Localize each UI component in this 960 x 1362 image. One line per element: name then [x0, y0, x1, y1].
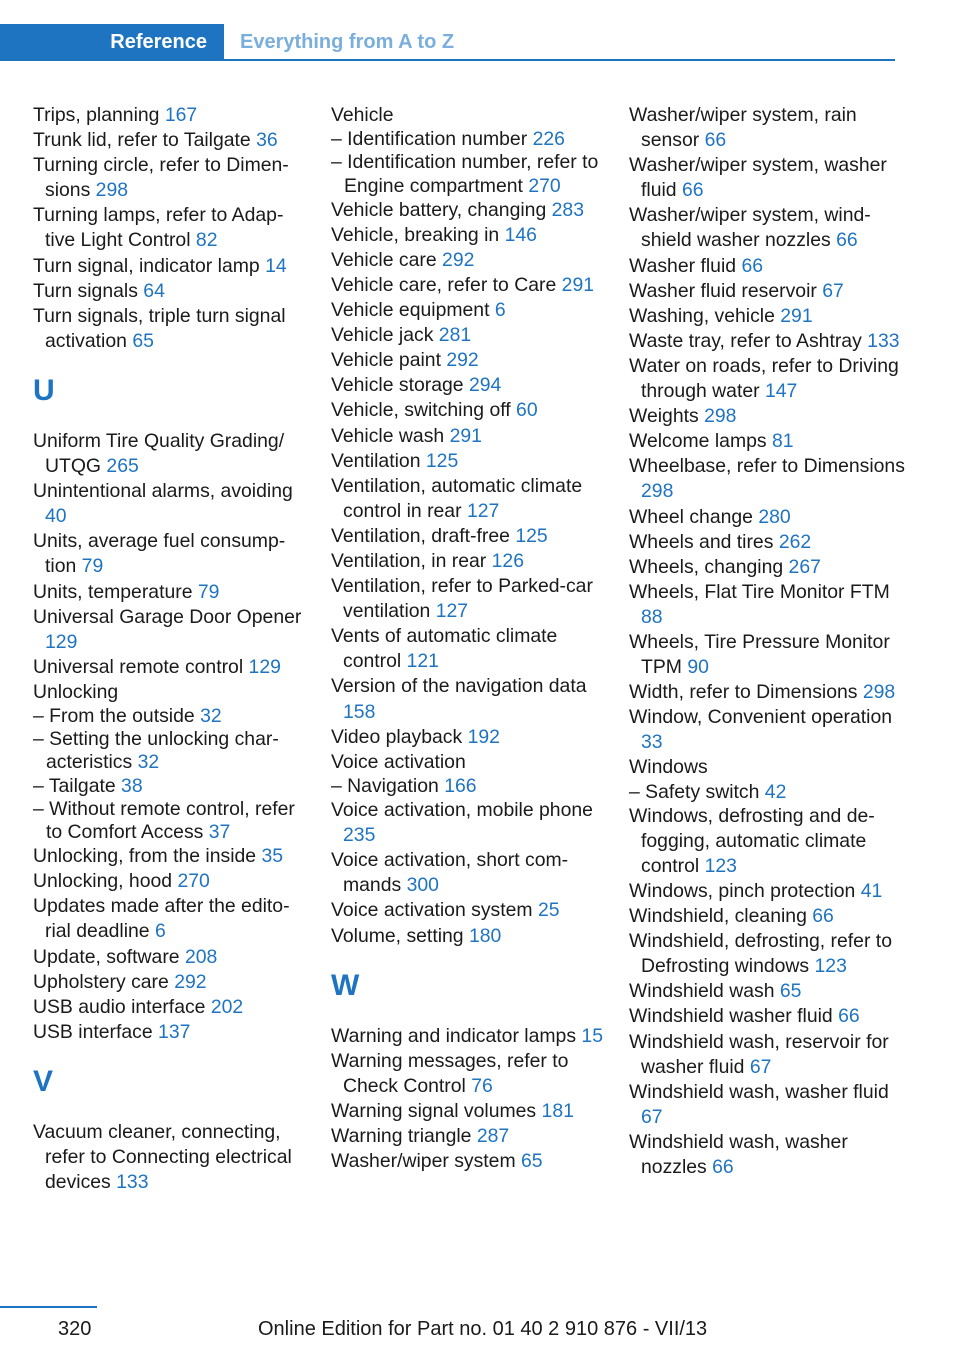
index-letter-heading: U	[33, 373, 55, 407]
page-reference-link[interactable]: 66	[838, 1005, 860, 1028]
index-entry	[33, 279, 305, 304]
page-reference-link[interactable]: 67	[749, 1055, 772, 1078]
entry-text: Wheels, changing	[629, 555, 784, 578]
entry-text: – Identification number	[331, 128, 528, 151]
entry-text: Vehicle	[331, 104, 394, 126]
entry-text: Version of the navigation data	[331, 675, 587, 698]
entry-text: Warning and indicator lamps	[331, 1024, 577, 1047]
page-reference-link[interactable]: 60	[516, 399, 538, 422]
entry-text: Windshield wash, washer fluid	[629, 1080, 889, 1103]
entry-text: Windshield wash, reservoir for washer fluid	[629, 1030, 889, 1078]
entry-text: Update, software	[33, 945, 180, 968]
entry-text: Width, refer to Dimensions	[629, 681, 858, 704]
page-reference-link[interactable]: 129	[248, 655, 281, 678]
index-entry	[629, 705, 909, 755]
page-reference-link[interactable]: 127	[466, 499, 500, 522]
entry-text: Vehicle, breaking in	[331, 223, 500, 246]
index-entry	[331, 223, 603, 248]
page-reference-link[interactable]: 66	[741, 254, 764, 277]
index-subentry	[331, 151, 603, 197]
entry-text: Washer/wiper system, windshield washer nozzles	[629, 204, 871, 252]
index-entry	[33, 844, 305, 869]
entry-text: Unlocking, from the inside	[33, 845, 257, 868]
entry-text: Windshield wash	[629, 980, 775, 1003]
index-entry	[33, 605, 305, 655]
index-entry	[331, 1099, 603, 1124]
entry-text: Warning signal volumes	[331, 1099, 537, 1122]
index-letter-heading: V	[33, 1064, 54, 1098]
index-entry	[331, 750, 603, 775]
index-entry	[331, 725, 603, 750]
entry-text: Voice activation, mobile phone	[331, 799, 593, 822]
page-reference-link[interactable]: 292	[446, 349, 479, 372]
entry-text: – From the outside	[33, 704, 195, 727]
index-entry	[629, 530, 909, 555]
page-reference-link[interactable]: 121	[406, 650, 439, 673]
index-entry	[331, 449, 603, 474]
page-reference-link[interactable]: 42	[764, 780, 787, 803]
entry-text: Ventilation, refer to Parked-car ventilation	[331, 575, 593, 623]
entry-text: Washer/wiper system	[331, 1150, 516, 1173]
index-entry	[629, 354, 909, 404]
entry-text: Windows, pinch protection	[629, 880, 856, 903]
entry-text: Voice activation	[331, 750, 466, 773]
entry-text: Vacuum cleaner, connecting, refer to Connecting electrical devices	[33, 1120, 292, 1194]
page-reference-link[interactable]: 208	[184, 945, 218, 968]
page-reference-link[interactable]: 126	[491, 550, 524, 573]
entry-text: – Identification number, refer to Engine compartment	[331, 151, 599, 197]
page-reference-link[interactable]: 37	[208, 820, 231, 843]
page-reference-link[interactable]: 41	[860, 880, 883, 903]
index-column-2	[331, 103, 603, 1174]
page-reference-link[interactable]: 137	[158, 1020, 191, 1043]
index-entry	[629, 329, 909, 354]
entry-text: Ventilation, draft-free	[331, 524, 510, 547]
entry-text: Waste tray, refer to Ashtray	[629, 329, 862, 352]
index-subentry	[33, 705, 305, 728]
page-reference-link[interactable]: 65	[779, 980, 802, 1003]
page-reference-link[interactable]: 292	[174, 970, 207, 993]
entry-text: – Without remote control, refer to Comfort Access	[33, 797, 295, 843]
entry-text: Unlocking, hood	[33, 870, 173, 893]
page-reference-link[interactable]: 25	[537, 899, 560, 922]
page-reference-link[interactable]: 64	[143, 279, 165, 302]
entry-text: Turning circle, refer to Dimensions	[33, 154, 289, 202]
index-entry	[33, 429, 305, 479]
page-reference-link[interactable]: 291	[449, 424, 482, 447]
entry-text: Vehicle, switching off	[331, 399, 511, 422]
entry-text: Trips, planning	[33, 104, 160, 126]
page-reference-link[interactable]: 125	[515, 524, 548, 547]
index-entry	[629, 454, 909, 504]
page-reference-link[interactable]: 167	[164, 104, 198, 126]
page-reference-link[interactable]: 65	[521, 1150, 543, 1173]
entry-text: Ventilation, in rear	[331, 550, 487, 573]
page-reference-link[interactable]: 38	[121, 774, 143, 797]
index-entry	[629, 505, 909, 530]
entry-text: Vehicle storage	[331, 374, 464, 397]
index-entry	[331, 1124, 603, 1149]
page-reference-link[interactable]: 283	[551, 198, 584, 221]
page-reference-link[interactable]: 133	[867, 329, 900, 352]
entry-text: Ventilation, automatic climate control in rear	[331, 474, 583, 522]
page-reference-link[interactable]: 265	[106, 455, 139, 478]
entry-text: Universal Garage Door Opener	[33, 605, 302, 628]
page-reference-link[interactable]: 65	[132, 329, 154, 352]
index-entry	[331, 273, 603, 298]
entry-text: Units, average fuel consumption	[33, 530, 286, 578]
page-reference-link[interactable]: 35	[261, 845, 284, 868]
page-reference-link[interactable]: 158	[343, 700, 376, 723]
page-reference-link[interactable]: 192	[467, 725, 500, 748]
chapter-title-tab[interactable]: Everything from A to Z	[240, 31, 455, 53]
index-entry	[33, 103, 305, 128]
page-reference-link[interactable]: 292	[442, 248, 475, 271]
index-entry	[33, 1020, 305, 1045]
entry-text: Turning lamps, refer to Adaptive Light Control	[33, 204, 284, 252]
page-reference-link[interactable]: 66	[681, 179, 704, 202]
index-entry	[331, 424, 603, 449]
index-entry	[331, 924, 603, 949]
entry-text: Windshield washer fluid	[629, 1005, 833, 1028]
entry-text: Voice activation, short commands	[331, 849, 569, 897]
index-entry	[331, 298, 603, 323]
entry-text: – Setting the unlocking characteristics	[33, 728, 279, 774]
index-subentry	[629, 781, 909, 804]
entry-text: Ventilation	[331, 449, 421, 472]
page-reference-link[interactable]: 226	[532, 128, 565, 151]
entry-text: Warning triangle	[331, 1125, 472, 1147]
header-divider	[224, 59, 895, 61]
entry-text: Vehicle care, refer to Care	[331, 273, 557, 296]
entry-text: Windows, defrosting and defogging, automatic climate control	[629, 804, 875, 877]
page-reference-link[interactable]: 123	[814, 955, 847, 978]
page-reference-link[interactable]: 125	[425, 449, 459, 472]
page-reference-link[interactable]: 66	[704, 129, 727, 152]
entry-text: Wheel change	[629, 505, 753, 528]
index-entry	[629, 279, 909, 304]
index-entry	[33, 580, 305, 605]
entry-text: Upholstery care	[33, 970, 169, 993]
entry-text: Universal remote control	[33, 655, 244, 678]
page-reference-link[interactable]: 40	[45, 505, 67, 528]
index-entry	[629, 1030, 909, 1080]
index-entry	[629, 1130, 909, 1180]
page-header	[0, 24, 895, 61]
index-entry	[629, 153, 909, 203]
index-entry	[629, 429, 909, 454]
index-entry	[629, 979, 909, 1004]
section-tab-reference[interactable]: Reference	[0, 24, 224, 61]
page-reference-link[interactable]: 235	[343, 824, 376, 847]
page-reference-link[interactable]: 280	[758, 505, 791, 528]
page-reference-link[interactable]: 6	[154, 920, 166, 943]
index-entry	[33, 680, 305, 705]
page-reference-link[interactable]: 270	[177, 870, 210, 893]
index-entry	[33, 479, 305, 529]
page-reference-link[interactable]: 298	[862, 681, 896, 704]
index-entry	[629, 755, 909, 780]
page-reference-link[interactable]: 291	[561, 273, 595, 296]
page-reference-link[interactable]: 14	[265, 254, 287, 277]
page-reference-link[interactable]: 6	[494, 299, 506, 322]
page-reference-link[interactable]: 133	[116, 1171, 149, 1194]
entry-text: Windows	[629, 756, 708, 779]
page-reference-link[interactable]: 181	[541, 1099, 574, 1122]
entry-text: Vehicle care	[331, 248, 437, 271]
page-reference-link[interactable]: 281	[438, 324, 472, 347]
entry-text: Windshield, defrosting, refer to Defrosting windows	[629, 930, 892, 978]
page-reference-link[interactable]: 267	[788, 555, 821, 578]
page-reference-link[interactable]: 287	[476, 1125, 510, 1147]
index-entry	[331, 474, 603, 524]
entry-text: Vehicle battery, changing	[331, 198, 547, 221]
index-entry	[331, 198, 603, 223]
entry-text: – Tailgate	[33, 774, 116, 797]
page-reference-link[interactable]: 298	[641, 480, 674, 503]
entry-text: Water on roads, refer to Driving through water	[629, 354, 899, 403]
entry-text: Turn signals, triple turn signal activation	[33, 304, 286, 352]
page-reference-link[interactable]: 123	[704, 854, 737, 877]
index-entry	[629, 404, 909, 429]
page-reference-link[interactable]: 90	[687, 656, 709, 679]
index-column-1	[33, 103, 305, 1195]
index-entry	[629, 929, 909, 979]
page-reference-link[interactable]: 270	[528, 174, 561, 197]
page-reference-link[interactable]: 146	[504, 223, 537, 246]
index-entry	[629, 1004, 909, 1029]
page-reference-link[interactable]: 166	[444, 774, 477, 797]
page-reference-link[interactable]: 15	[581, 1024, 603, 1047]
index-entry	[331, 323, 603, 348]
entry-text: Vehicle equipment	[331, 299, 490, 322]
entry-text: Window, Convenient operation	[629, 706, 893, 729]
entry-text: – Safety switch	[629, 780, 760, 803]
entry-text: Wheels, Tire Pressure Monitor TPM	[629, 630, 890, 679]
entry-text: Wheels, Flat Tire Monitor FTM	[629, 580, 890, 603]
index-entry	[33, 945, 305, 970]
page-reference-link[interactable]: 32	[200, 704, 222, 727]
footer-divider	[0, 1306, 97, 1308]
index-entry	[331, 624, 603, 674]
page-reference-link[interactable]: 36	[256, 129, 278, 152]
index-entry	[629, 879, 909, 904]
index-entry	[629, 254, 909, 279]
page-reference-link[interactable]: 298	[95, 179, 129, 202]
index-entry	[33, 304, 305, 354]
entry-text: Vehicle jack	[331, 324, 434, 347]
index-entry	[33, 869, 305, 894]
index-subentry	[331, 128, 603, 151]
entry-text: Units, temperature	[33, 580, 193, 603]
index-entry	[331, 524, 603, 549]
index-entry	[629, 103, 909, 153]
index-entry	[33, 153, 305, 203]
entry-text: Warning messages, refer to Check Control	[331, 1049, 569, 1097]
index-entry	[331, 549, 603, 574]
page-reference-link[interactable]: 76	[471, 1074, 493, 1097]
page-reference-link[interactable]: 129	[45, 630, 78, 653]
index-entry	[629, 555, 909, 580]
page-reference-link[interactable]: 88	[641, 605, 663, 628]
index-entry	[331, 373, 603, 398]
entry-text: USB audio interface	[33, 995, 206, 1018]
index-letter-heading: W	[331, 968, 360, 1002]
entry-text: Vehicle paint	[331, 349, 441, 372]
index-entry	[629, 904, 909, 929]
index-entry	[331, 1024, 603, 1049]
page-reference-link[interactable]: 66	[712, 1156, 734, 1179]
page-reference-link[interactable]: 294	[468, 374, 502, 397]
entry-text: Turn signal, indicator lamp	[33, 254, 260, 277]
entry-text: – Navigation	[331, 774, 439, 797]
page-reference-link[interactable]: 32	[137, 751, 160, 774]
page-reference-link[interactable]: 33	[641, 731, 663, 754]
page-reference-link[interactable]: 67	[822, 279, 844, 302]
index-entry	[331, 348, 603, 373]
index-entry	[331, 1049, 603, 1099]
index-entry	[33, 529, 305, 579]
page-reference-link[interactable]: 300	[406, 874, 439, 897]
entry-text: Windshield, cleaning	[629, 905, 807, 928]
index-subentry	[331, 775, 603, 798]
index-entry	[331, 674, 603, 724]
page-reference-link[interactable]: 147	[764, 380, 798, 403]
index-entry	[629, 304, 909, 329]
index-entry	[331, 848, 603, 898]
index-entry	[331, 1149, 603, 1174]
entry-text: Vehicle wash	[331, 424, 445, 447]
index-entry	[33, 203, 305, 253]
entry-text: Voice activation system	[331, 899, 533, 922]
index-entry	[33, 655, 305, 680]
entry-text: Wheels and tires	[629, 530, 774, 553]
entry-text: Vents of automatic climate control	[331, 625, 558, 673]
page-reference-link[interactable]: 291	[780, 304, 813, 327]
page-reference-link[interactable]: 298	[704, 405, 737, 428]
page-reference-link[interactable]: 81	[771, 430, 794, 453]
index-entry	[33, 128, 305, 153]
entry-text: USB interface	[33, 1020, 153, 1043]
entry-text: Welcome lamps	[629, 430, 767, 453]
entry-text: Washer fluid	[629, 254, 737, 277]
index-entry	[629, 580, 909, 630]
entry-text: Volume, setting	[331, 924, 464, 947]
entry-text: Washer/wiper system, washer fluid	[629, 154, 887, 202]
entry-text: Turn signals	[33, 279, 138, 302]
page-reference-link[interactable]: 66	[836, 229, 858, 252]
index-entry	[331, 398, 603, 423]
index-entry	[331, 248, 603, 273]
entry-text: Wheelbase, refer to Dimensions	[629, 455, 905, 478]
index-entry	[629, 630, 909, 680]
index-entry	[629, 680, 909, 705]
index-entry	[33, 1120, 305, 1195]
page-reference-link[interactable]: 67	[641, 1105, 663, 1128]
index-entry	[33, 995, 305, 1020]
index-entry	[33, 254, 305, 279]
index-entry	[331, 574, 603, 624]
index-entry	[629, 1080, 909, 1130]
page-reference-link[interactable]: 79	[197, 580, 220, 603]
page-reference-link[interactable]: 127	[435, 600, 469, 623]
index-subentry	[33, 728, 305, 774]
entry-text: Weights	[629, 405, 699, 428]
index-subentry	[33, 798, 305, 844]
index-entry	[33, 894, 305, 944]
index-entry	[331, 103, 603, 128]
page-reference-link[interactable]: 66	[812, 905, 834, 928]
index-subentry	[33, 775, 305, 798]
entry-text: Unlocking	[33, 680, 119, 703]
edition-footer: Online Edition for Part no. 01 40 2 910 876 - VII/13	[258, 1318, 708, 1340]
index-entry	[33, 970, 305, 995]
page-reference-link[interactable]: 79	[81, 555, 104, 578]
page-reference-link[interactable]: 202	[210, 995, 244, 1018]
index-entry	[629, 804, 909, 879]
entry-text: Washer fluid reservoir	[629, 279, 817, 302]
entry-text: Video playback	[331, 725, 463, 748]
entry-text: Trunk lid, refer to Tailgate	[33, 129, 251, 152]
page-reference-link[interactable]: 180	[468, 924, 502, 947]
entry-text: Washing, vehicle	[629, 304, 775, 327]
entry-text: Windshield wash, washer nozzles	[629, 1130, 848, 1179]
entry-text: Washer/wiper system, rain sensor	[629, 104, 857, 152]
index-entry	[331, 898, 603, 923]
index-entry	[629, 203, 909, 253]
page-reference-link[interactable]: 262	[778, 530, 812, 553]
page-number: 320	[58, 1318, 92, 1340]
entry-text: Updates made after the editorial deadline	[33, 895, 290, 943]
index-column-3	[629, 103, 909, 1180]
page-reference-link[interactable]: 82	[195, 229, 218, 252]
entry-text: Unintentional alarms, avoiding	[33, 480, 293, 503]
index-entry	[331, 798, 603, 848]
entry-text: Uniform Tire Quality Grading/ UTQG	[33, 429, 285, 478]
